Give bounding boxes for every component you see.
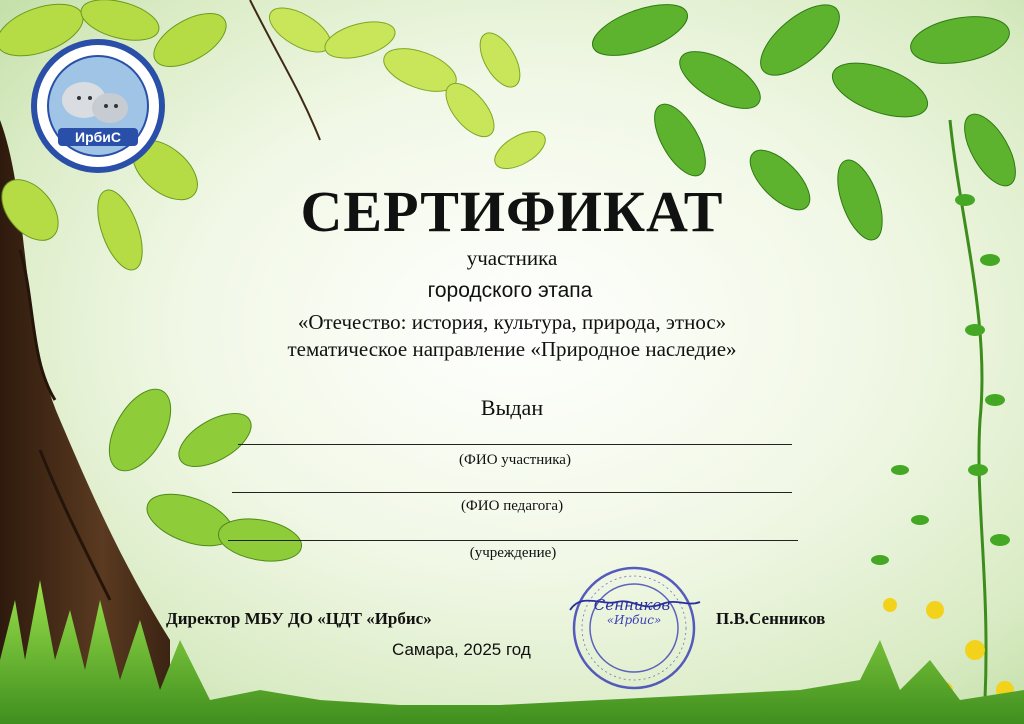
institution-line[interactable]	[228, 540, 798, 541]
issued-label: Выдан	[480, 395, 544, 420]
city-year: Самара, 2025 год	[392, 640, 531, 659]
signature-text: Сенников	[593, 596, 671, 614]
logo-name: ИрбиС	[75, 129, 121, 145]
thematic-direction: тематическое направление «Природное наследие»	[287, 337, 737, 361]
stamp-inner-text: «Ирбис»	[606, 613, 662, 627]
subtitle-participant: участника	[466, 246, 558, 270]
teacher-name-caption: (ФИО педагога)	[460, 498, 564, 514]
participant-name-line[interactable]	[238, 444, 792, 445]
official-stamp	[562, 562, 702, 692]
teacher-name-line[interactable]	[232, 492, 792, 493]
program-name: «Отечество: история, культура, природа, этнос»	[297, 310, 727, 334]
participant-name-caption: (ФИО участника)	[459, 452, 571, 468]
director-name: П.В.Сенников	[716, 609, 826, 628]
institution-caption: (учреждение)	[469, 545, 557, 561]
director-title: Директор МБУ ДО «ЦДТ «Ирбис»	[166, 609, 432, 628]
irbis-logo	[24, 38, 172, 174]
certificate-title: СЕРТИФИКАТ	[300, 179, 724, 244]
stage-label: городского этапа	[427, 279, 593, 302]
